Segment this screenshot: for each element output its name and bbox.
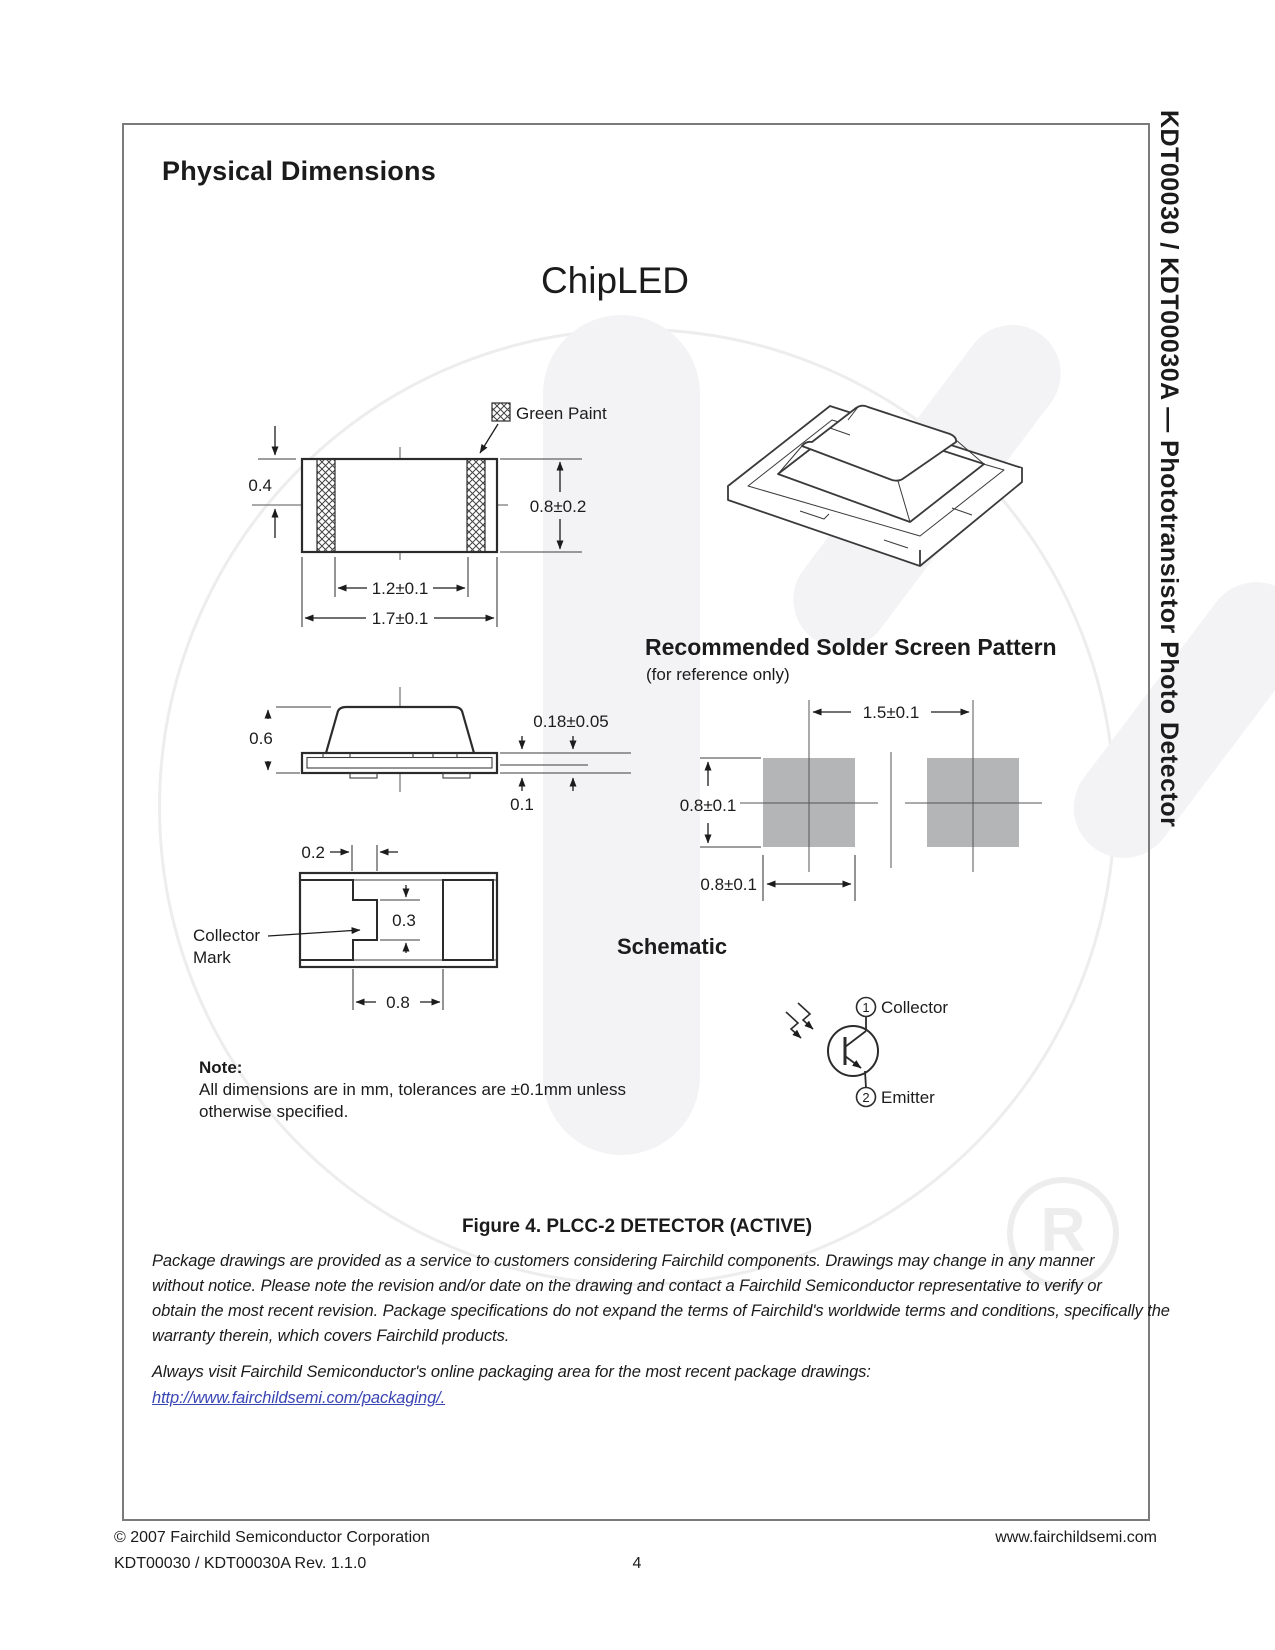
dim-1p2: 1.2±0.1 [371, 579, 429, 598]
side-view-drawing [249, 687, 631, 814]
footer-doc-rev: KDT00030 / KDT00030A Rev. 1.1.0 [114, 1555, 367, 1572]
top-view-drawing [248, 403, 607, 628]
dim-0p6: 0.6 [249, 729, 273, 748]
disclaimer-line4: warranty therein, which covers Fairchild products. [152, 1327, 510, 1345]
footer-page-number: 4 [632, 1555, 642, 1572]
pin2-number: 2 [862, 1090, 870, 1105]
green-paint-swatch [492, 403, 510, 421]
green-paint-band-right [467, 459, 485, 552]
note-label: Note: [199, 1058, 243, 1077]
solder-pattern-subtitle: (for reference only) [646, 665, 790, 684]
collector-mark-label: Collector [193, 926, 261, 945]
disclaimer-paragraph [152, 1249, 1170, 1349]
pin2-label: Emitter [881, 1088, 935, 1107]
packaging-intro: Always visit Fairchild Semiconductor's online packaging area for the most recent package drawings: [152, 1363, 871, 1381]
disclaimer-line1: Package drawings are provided as a service to customers considering Fairchild components. Drawings may change in any manner [152, 1252, 1095, 1270]
dim-1p7: 1.7±0.1 [371, 609, 429, 628]
pin1-label: Collector [881, 998, 949, 1017]
light-arrow-2 [798, 1003, 813, 1029]
footer-website: www.fairchildsemi.com [995, 1529, 1157, 1546]
sidebar-part-title: KDT00030 / KDT00030A — Phototransistor Photo Detector [1155, 110, 1183, 828]
bottom-view-drawing [193, 843, 497, 1012]
dim-0p18: 0.18±0.05 [533, 712, 609, 731]
schematic-title: Schematic [617, 934, 728, 959]
dim-0p8-height: 0.8±0.2 [529, 497, 587, 516]
footer-copyright: © 2007 Fairchild Semiconductor Corporation [114, 1529, 430, 1546]
pin1-number: 1 [862, 1000, 870, 1015]
disclaimer-line3: obtain the most recent revision. Package specifications do not expand the terms of Fairchild's worldwide terms and conditions, specifically the [152, 1302, 1170, 1320]
transistor-circle [828, 1026, 878, 1076]
dim-0p8-gap: 0.8 [386, 993, 410, 1012]
package-name-heading: ChipLED [540, 260, 690, 301]
green-paint-band-left [317, 459, 335, 552]
green-paint-label: Green Paint [516, 404, 607, 423]
dim-0p3: 0.3 [392, 911, 416, 930]
figure-caption: Figure 4. PLCC-2 DETECTOR (ACTIVE) [461, 1216, 813, 1237]
dim-0p4: 0.4 [248, 476, 272, 495]
solder-pattern-drawing [680, 700, 1042, 901]
note-line2: otherwise specified. [199, 1102, 349, 1121]
page-title: Physical Dimensions [162, 156, 436, 186]
package-3d-view [728, 406, 1022, 566]
dim-pad-height: 0.8±0.1 [679, 796, 737, 815]
dim-pad-width: 0.8±0.1 [700, 875, 757, 894]
dim-1p5: 1.5±0.1 [862, 703, 920, 722]
dim-0p1: 0.1 [510, 795, 534, 814]
disclaimer-line2: without notice. Please note the revision and/or date on the drawing and contact a Fairchild Semiconductor representative to verify or [152, 1277, 1102, 1295]
packaging-link[interactable]: http://www.fairchildsemi.com/packaging/. [152, 1389, 446, 1407]
light-arrow-1 [786, 1012, 801, 1038]
collector-mark-label2: Mark [193, 948, 231, 967]
solder-pattern-title: Recommended Solder Screen Pattern [645, 634, 1057, 660]
registered-trademark-watermark: R [1007, 1177, 1119, 1289]
schematic-drawing [786, 998, 948, 1108]
dim-0p2: 0.2 [301, 843, 325, 862]
note-line1: All dimensions are in mm, tolerances are ±0.1mm unless [199, 1080, 626, 1099]
